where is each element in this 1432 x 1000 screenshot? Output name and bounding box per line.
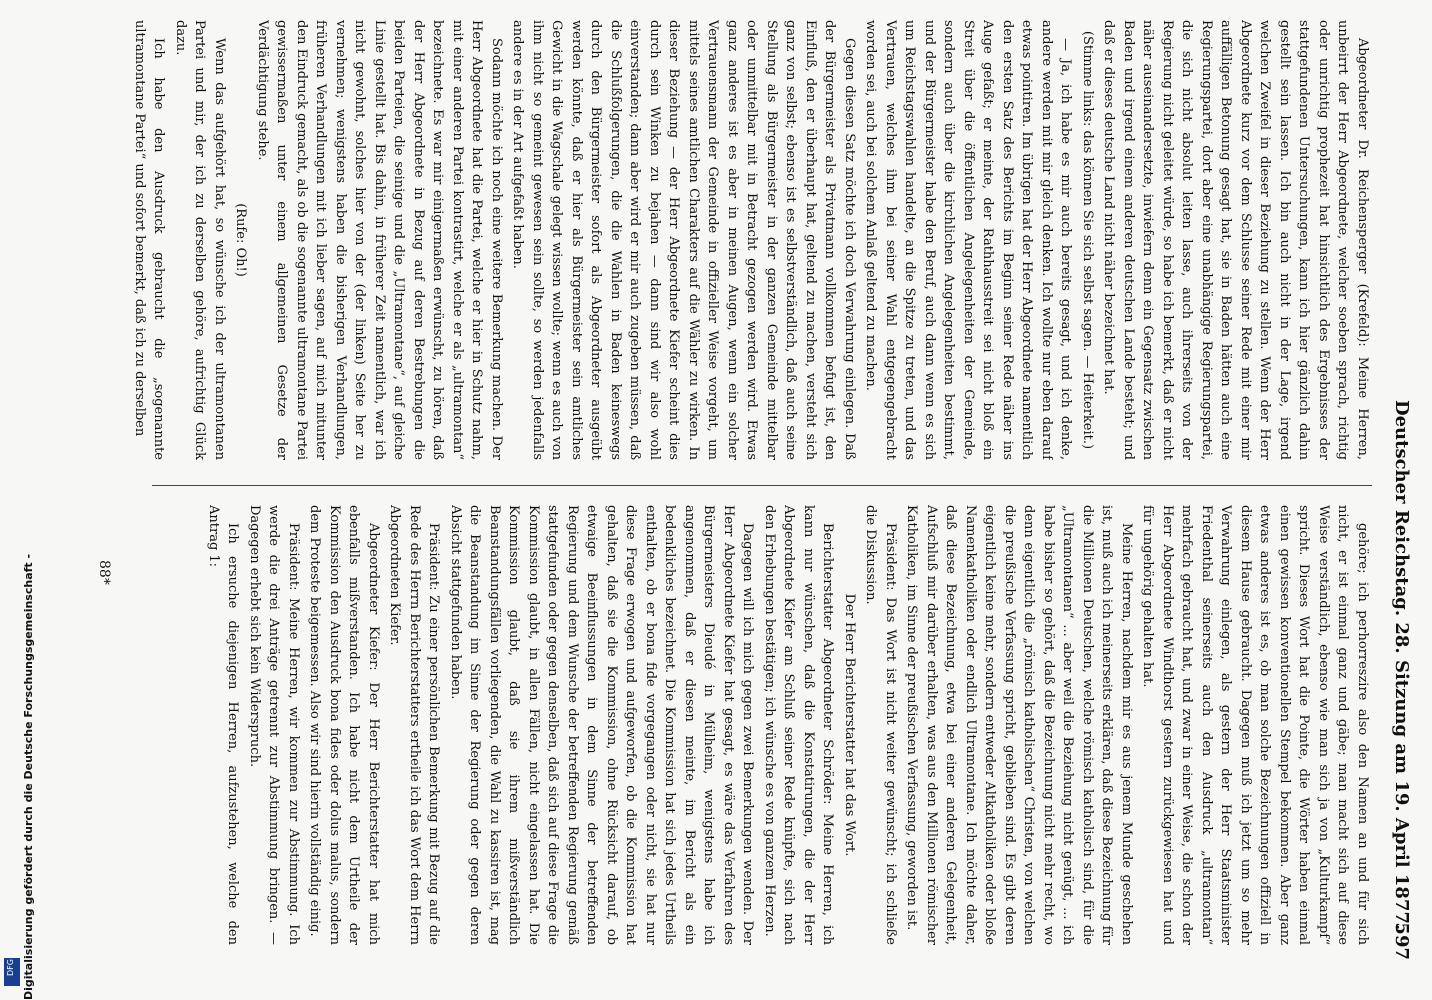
paragraph: Ich habe den Ausdruck gebraucht die „sogenannte ultramontane Partei“ und sofort bemerkt, daß ich zu derselben [132, 20, 167, 460]
paragraph: Meine Herren, nachdem mir es aus jenem Munde geschehen ist, muß auch ich meinerseits erklären, daß diese Bezeichnung für die Millionen Deutschen, welche römisch katholisch sind, für die „Ultramontanen“ ... aber weil die Beziehung nicht genügt, ... ich habe bisher so gehört, daß die Bezeichnung nicht mehr recht, wo denn eigentlich die „römisch katholischen“ Christen, von welchen die preußische Verfassung spricht, geblieben sind. Es gibt deren eigentlich keine mehr, sondern entweder Altkatholiken oder bloße Namenkatholiken oder endlich Ultramontane. Ich möchte daher, daß diese Bezeichnung, etwa bei einer anderen Gelegenheit, Aufschluß mir darüber erhalten, was aus den Millionen römischer Katholiken, im Sinne der preußischen Verfassung, geworden ist. [904, 505, 1134, 945]
digitization-sidebar [0, 0, 35, 1000]
right-text-column [132, 505, 1372, 945]
paragraph: Abgeordneter Dr. Reichensperger (Krefeld): Meine Herren, unbeirrt der Herr Abgeordnete, welcher soeben sprach, richtig oder unrichtig prophezeit hat hinsichtlich des Ergebnisses der stattgefundenen Untersuchungen, kann ich hier gänzlich dahin gestellt sein lassen. Ich bin auch nicht in der Lage, irgend welchen Zweifel in dieser Beziehung zu stellen. Wenn der Herr Abgeordnete kurz vor dem Schlusse seiner Rede mit einer mir auffälligen Betonung gesagt hat, sie in Baden hätten auch eine Regierungspartei, dort aber eine unabhängige Regierungspartei, die sich nicht absolut leiten lasse, auch ihrerseits von der Regierung nicht geleitet würde, so habe ich bemerkt, daß er nicht näher auseinandersetzte, inwiefern denn ein Gegensatz zwischen Baden und irgend einem anderen deutschen Lande besteht; und daß er dieses deutsche Land nicht näher bezeichnet hat. [1101, 20, 1370, 460]
left-text-column [132, 20, 1372, 460]
page-number: 597 [1391, 922, 1412, 960]
logo-text: DFG [6, 959, 15, 976]
interjection: (Stimme links: das können Sie sich selbst sagen. — Heiterkeit.) [1080, 30, 1095, 450]
column-divider [152, 485, 1372, 486]
paragraph: gehöre; ich perhorreszire also den Namen an und für sich nicht, er ist einmal ganz und gäbe; man macht sich auf diese Weise verständlich, ebenso wie man sich ja von „Kulturkampf“ spricht. Dieses Wort hat die Pointe, die Wörter haben einmal einen gewissen konventionellen Stempel bekommen. Aber ganz etwas anderes ist es, ob man solche Bezeichnungen offiziell in diesem Hause gebraucht. Dagegen muß ich jetzt um so mehr Verwahrung einlegen, als gestern der Herr Staatsminister Friedenthal seinerseits auch den Ausdruck „ultramontan“ mehrfach gebraucht hat, und zwar in einer Weise, die schon der Herr Abgeordnete Windthorst gestern zurückgewiesen hat und für ungehörig gehalten hat. [1140, 505, 1370, 945]
interjection: (Rufe: Oh!) [233, 203, 249, 277]
paragraph: Präsident: Meine Herren, wir kommen zur Abstimmung. Ich werde die drei Anträge getrennt zur Abstimmung bringen. — Dagegen erhebt sich kein Widerspruch. [247, 505, 301, 945]
page-header [1382, 20, 1422, 960]
paragraph: Ich ersuche diejenigen Herren, aufzustehen, welche den Antrag 1: [206, 505, 241, 945]
paragraph: Gegen diesen Satz möchte ich doch Verwahrung einlegen. Daß der Bürgermeister als Privatmann vollkommen befugt ist, den Einfluß, den er überhaupt hat, geltend zu machen, versteht sich ganz von selbst; ebenso ist es selbstverständlich, daß auch seine Stellung als Bürgermeister in der ganzen Gemeinde mittelbar oder unmittelbar mit in Betracht gezogen werden wird. Etwas ganz anderes ist es aber in meinen Augen, wenn ein solcher Vertrauensmann der Gemeinde in offizieller Weise vorgeht, um mittels seines amtlichen Charakters auf die Wähler zu wirken. In dieser Beziehung — der Herr Abgeordnete Kiefer scheint dies durch sein Winken zu bejahen — dann sind wir also wohl einverstanden; dann aber wird er mir auch zugeben müssen, daß die Schlußfolgerungen, die die Wahlen in Baden keineswegs durch den Bürgermeister sofort als Abgeordneter ausgeübt werden könnte, daß er hier als Bürgermeister sein amtliches Gewicht in die Wagschale gelegt wissen wollte; wenn es auch von ihm nicht so gemeint gewesen sein sollte, so werden jedenfalls andere es in der Art aufgefaßt haben. [510, 20, 857, 460]
paragraph: Wenn das aufgehört hat, so wünsche ich der ultramontanen Partei und mir, der ich zu derselben gehöre, aufrichtig Glück dazu. [173, 20, 227, 460]
running-title: Deutscher Reichstag. 28. Sitzung am 19. April 1877. [1391, 400, 1412, 931]
dfg-logo-icon [4, 958, 20, 986]
paragraph: Abgeordneter Kiefer: Der Herr Berichterstatter hat mich ebenfalls mißverstanden. Ich habe nicht dem Urtheile der Kommission den Ausdruck bona fides oder dolus malus, sondern dem Proteste beigemessen. Also wir sind hierin vollständig einig. [307, 505, 381, 945]
paragraph: — Ja, ich habe es mir auch bereits gesagt, und ich denke, andere werden mit mir gleich denken. Ich wollte nur eben darauf etwas pointiren. Im übrigen hat der Herr Abgeordnete namentlich den ersten Satz des Berichts im Beginn seiner Rede näher ins Auge gefaßt; er meinte, der Rathhausstreit sei nicht bloß ein Streit über die öffentlichen Angelegenheiten der Gemeinde, sondern auch über die kirchlichen Angelegenheiten bestimmt, und der Bürgermeister habe den Beruf, auch dann wenn es sich um Reichstagswahlen handelte, an die Spitze zu treten, und das Vertrauen, welches ihm bei seiner Wahl entgegengebracht worden sei, auch bei solchem Anlaß geltend zu machen. [863, 20, 1074, 460]
paragraph: Dagegen will ich mich gegen zwei Bemerkungen wenden. Der Herr Abgeordnete Kiefer hat gesagt, es wäre das Verfahren des Bürgermeisters Dieudé in Mülheim, wenigstens habe ich angenommen, daß er diesen meinte, im Bericht als ein bedenkliches bezeichnet. Die Kommission hat sich jedes Urtheils enthalten, ob er bona fide vorgegangen oder nicht, sie hat nur diese Frage erwogen und aufgeworfen, ob die Kommission hat gehalten, daß sie die Kommission, ohne Rücksicht darauf, ob etwaige Beeinflussungen in dem Sinne der betreffenden Regierung und dem Wunsche der betreffenden Regierung gemäß stattgefunden oder gegen denselben, daß sich auf diese Frage die Kommission glaubt, in allen Fällen, nicht eingelassen hat. Die Kommission glaubt, daß sie ihrem mißverständlich Beanstandungsfällen vorliegenden, die Wahl zu kassiren ist, mag die Beanstandung im Sinne der Regierung oder gegen deren Absicht stattgefunden haben. [448, 505, 756, 945]
paragraph: Der Herr Berichterstatter hat das Wort. [842, 593, 857, 857]
digitization-note: Digitalisierung gefördert durch die Deutsche Forschungsgemeinschaft - [22, 553, 35, 1000]
paragraph: Präsident: Das Wort ist nicht weiter gewünscht; ich schließe die Diskussion. [863, 505, 898, 945]
paragraph: Sodann möchte ich noch eine weitere Bemerkung machen. Der Herr Abgeordnete hat die Partei, welche er hier in Schutz nahm, mit einer anderen Partei kontrastirt, welche er als „ultramontan“ bezeichnete. Es war mir einigermaßen erwünscht, zu hören, daß der Herr Abgeordnete in Bezug auf deren Bestrebungen die beiden Parteien, die seinige und die „Ultramontane“, auf gleiche Linie gestellt hat. Bis dahin, in früherer Zeit namentlich, war ich nicht gewohnt, solches hier von der (der linken) Seite her zu vernehmen; wenigstens haben die bisherigen Verhandlungen, früheren Verhandlungen mit ich lieber sagen, auf mich mitunter den Eindruck gemacht, als ob die sogenannte ultramontane Partei gewissermaßen unter einem allgemeinen Gesetze der Verdächtigung stehe. [255, 20, 504, 460]
signature-mark: 88* [96, 560, 112, 585]
paragraph: Berichterstatter Abgeordneter Schröder: Meine Herren, ich kann nur wünschen, daß die Konstatirungen, die der Herr Abgeordnete Kiefer am Schluß seiner Rede knüpfte, sich nach den Erhebungen bestätigen; ich wünsche es von ganzem Herzen. [762, 505, 836, 945]
paragraph: Präsident: Zu einer persönlichen Bemerkung mit Bezug auf die Rede des Herrn Berichterstatters ertheile ich das Wort dem Herrn Abgeordneten Kiefer. [387, 505, 442, 945]
